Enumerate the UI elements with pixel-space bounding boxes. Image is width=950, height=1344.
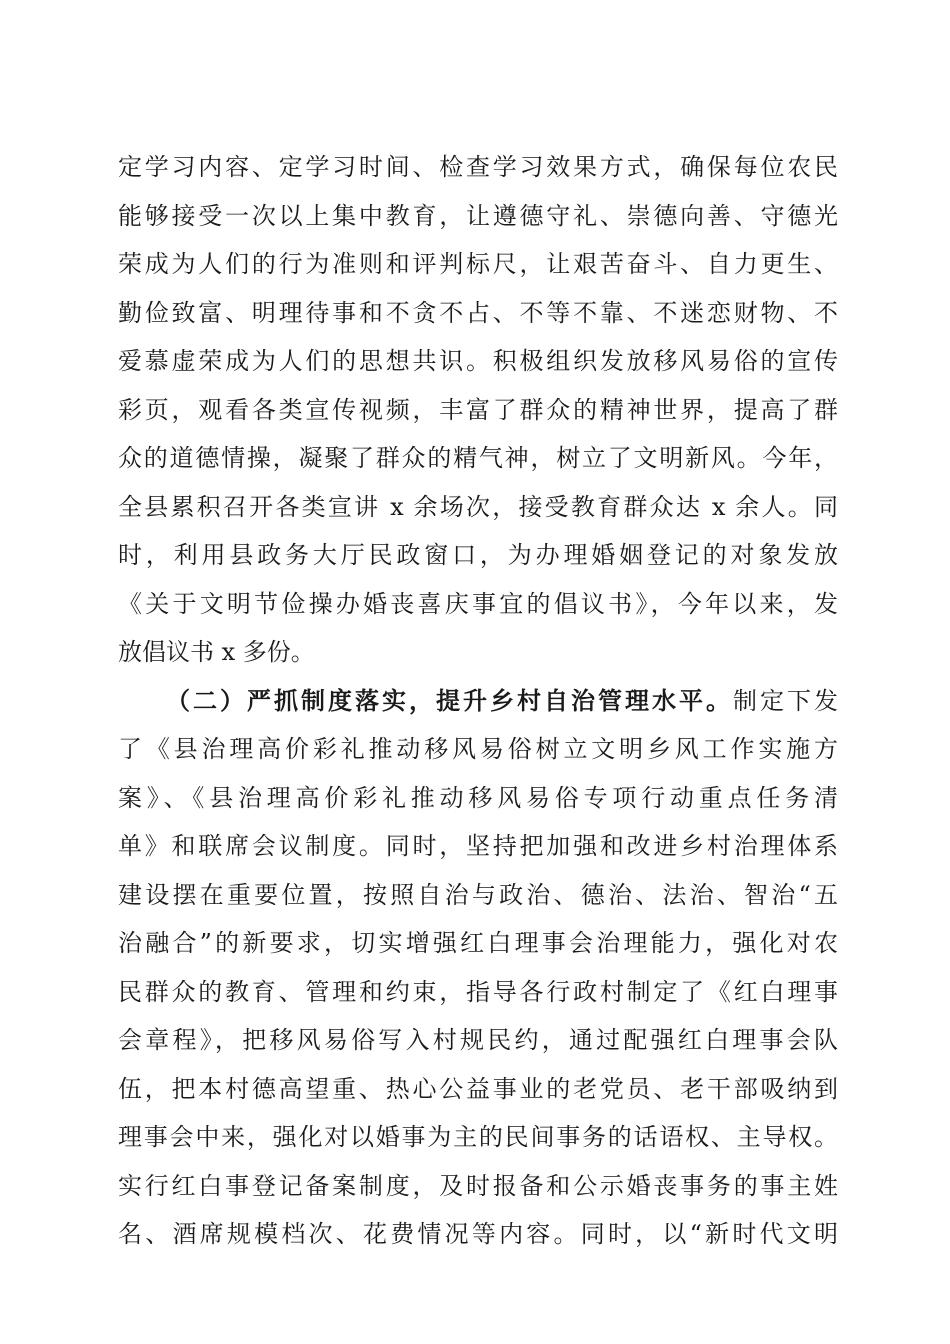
paragraph-line-8: 全县累积召开各类宣讲 x 余场次，接受教育群众达 x 余人。同 [118, 492, 838, 521]
section-2-line-12: 名、酒席规模档次、花费情况等内容。同时，以“新时代文明 [118, 1220, 838, 1248]
paragraph-line-4: 勤俭致富、明理待事和不贪不占、不等不靠、不迷恋财物、不 [118, 298, 838, 327]
section-2-first-line-text: 制定下发 [733, 686, 838, 715]
section-2-line-9: 伍，把本村德高望重、热心公益事业的老党员、老干部吸纳到 [118, 1074, 838, 1103]
section-2-line-10: 理事会中来，强化对以婚事为主的民间事务的话语权、主导权。 [118, 1123, 838, 1151]
section-2-first-line [118, 677, 838, 726]
section-2-line-4: 单》和联席会议制度。同时，坚持把加强和改进乡村治理体系 [118, 832, 838, 860]
paragraph-line-3: 荣成为人们的行为准则和评判标尺，让艰苦奋斗、自力更生、 [118, 250, 838, 278]
paragraph-line-9: 时，利用县政务大厅民政窗口，为办理婚姻登记的对象发放 [118, 541, 838, 569]
document-body [118, 143, 838, 1259]
paragraph-line-6: 彩页，观看各类宣传视频，丰富了群众的精神世界，提高了群 [118, 395, 838, 424]
section-2-line-7: 民群众的教育、管理和约束，指导各行政村制定了《红白理事 [118, 977, 838, 1006]
section-2-line-11: 实行红白事登记备案制度，及时报备和公示婚丧事务的事主姓 [118, 1171, 838, 1200]
paragraph-line-5: 爱慕虚荣成为人们的思想共识。积极组织发放移风易俗的宣传 [118, 347, 838, 375]
section-2-line-6: 治融合”的新要求，切实增强红白理事会治理能力，强化对农 [118, 929, 838, 957]
section-2-line-2: 了《县治理高价彩礼推动移风易俗树立文明乡风工作实施方 [118, 735, 838, 763]
section-2-line-5: 建设摆在重要位置，按照自治与政治、德治、法治、智治“五 [118, 880, 838, 909]
paragraph-line-1: 定学习内容、定学习时间、检查学习效果方式，确保每位农民 [118, 153, 838, 181]
paragraph-line-7: 众的道德情操，凝聚了群众的精气神，树立了文明新风。今年， [118, 444, 838, 472]
section-2-heading: （二）严抓制度落实，提升乡村自治管理水平。 [166, 685, 733, 715]
section-2-line-3: 案》、《县治理高价彩礼推动移风易俗专项行动重点任务清 [118, 783, 838, 812]
paragraph-line-10: 《关于文明节俭操办婚丧喜庆事宜的倡议书》，今年以来，发 [118, 589, 838, 618]
paragraph-line-2: 能够接受一次以上集中教育，让遵德守礼、崇德向善、守德光 [118, 201, 838, 230]
paragraph-line-11: 放倡议书 x 多份。 [118, 638, 315, 666]
section-2-line-8: 会章程》，把移风易俗写入村规民约，通过配强红白理事会队 [118, 1026, 838, 1054]
